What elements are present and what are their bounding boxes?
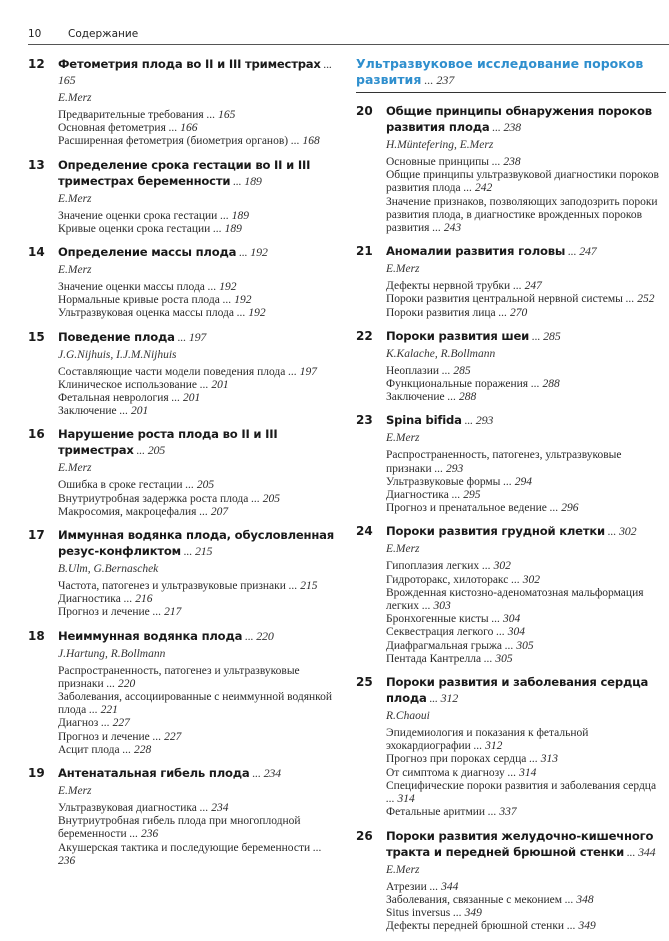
subsection-item[interactable] [386, 489, 666, 502]
subsection-list [386, 280, 666, 320]
subsection-page-number: ... 349 [564, 920, 596, 933]
subsection-page-number: ... 344 [426, 880, 459, 893]
chapter-entry[interactable] [356, 412, 666, 515]
subsection-page-number: ... 192 [219, 294, 252, 307]
subsection-page-number: ... 302 [479, 560, 511, 573]
toc-left-column [28, 56, 338, 876]
subsection-title: Фетальная неврология [58, 392, 169, 405]
subsection-item[interactable] [386, 560, 666, 573]
subsection-page-number: ... 285 [439, 364, 471, 377]
subsection-title: Атрезии [386, 880, 427, 893]
chapter-title[interactable]: Аномалии развития головы ... 247 [386, 244, 597, 259]
subsection-item[interactable] [386, 196, 666, 236]
subsection-title: Гидроторакс, хилоторакс [386, 573, 509, 586]
chapter-title[interactable]: Антенатальная гибель плода ... 234 [58, 766, 281, 781]
chapter-number: 25 [356, 675, 373, 690]
subsection-item[interactable] [58, 665, 338, 691]
subsection-item[interactable] [386, 753, 666, 766]
subsection-page-number: ... 295 [448, 489, 481, 502]
subsection-item[interactable] [386, 378, 666, 391]
subsection-list [58, 665, 338, 757]
chapter-number: 15 [28, 329, 45, 344]
chapter-number: 22 [356, 328, 373, 343]
subsection-title: Фетальные аритмии [386, 806, 486, 819]
subsection-title: Диагностика [386, 489, 449, 502]
subsection-item[interactable] [58, 294, 338, 307]
subsection-title: От симптома к диагнозу [386, 766, 505, 779]
chapter-page-number: ... 197 [174, 329, 207, 344]
page-header [28, 28, 669, 45]
subsection-page-number: ... 201 [168, 392, 201, 405]
subsection-page-number: ... 303 [419, 600, 451, 613]
chapter-number: 18 [28, 628, 45, 643]
chapter-entry[interactable] [28, 56, 338, 149]
chapter-entry[interactable] [356, 328, 666, 405]
subsection-list [58, 802, 338, 868]
chapter-page-number: ... 344 [624, 844, 656, 859]
subsection-item[interactable] [58, 744, 338, 757]
subsection-page-number: ... 270 [495, 306, 528, 319]
chapter-title[interactable]: Определение срока гестации во II и III триместрах беременности ... 189 [58, 157, 311, 188]
chapter-page-number: ... 192 [236, 245, 268, 260]
chapter-author: E.Merz [58, 92, 92, 104]
subsection-title: Составляющие части модели поведения плода [58, 365, 286, 378]
subsection-page-number: ... 288 [528, 378, 560, 391]
subsection-page-number: ... 215 [285, 580, 318, 593]
subsection-item[interactable] [386, 806, 666, 819]
chapter-entry[interactable] [28, 244, 338, 321]
subsection-title: Внутриутробная задержка роста плода [58, 492, 249, 505]
subsection-item[interactable] [386, 653, 666, 666]
subsection-item[interactable] [58, 731, 338, 744]
chapter-title[interactable]: Пороки развития и заболевания сердца плода ... 312 [386, 675, 649, 706]
subsection-item[interactable] [386, 502, 666, 515]
chapter-entry[interactable] [356, 103, 666, 235]
chapter-number: 20 [356, 104, 373, 118]
subsection-page-number: ... 227 [149, 730, 182, 743]
subsection-list [58, 580, 338, 620]
subsection-page-number: ... 207 [196, 505, 229, 518]
chapter-entry[interactable] [28, 426, 338, 519]
subsection-item[interactable] [58, 580, 338, 593]
subsection-item[interactable] [58, 506, 338, 519]
subsection-page-number: ... 236 [58, 841, 322, 867]
subsection-title: Прогноз и пренатальное ведение [386, 502, 547, 515]
subsection-item[interactable] [386, 365, 666, 378]
section-heading-text: Ультразвуковое исследование пороков развития [356, 56, 644, 87]
subsection-item[interactable] [386, 613, 666, 626]
chapter-entry[interactable] [28, 157, 338, 236]
subsection-title: Основная фетометрия [58, 122, 166, 135]
subsection-title: Диагностика [58, 593, 121, 606]
subsection-title: Ультразвуковая диагностика [58, 802, 197, 815]
subsection-item[interactable] [58, 606, 338, 619]
subsection-page-number: ... 192 [233, 307, 266, 320]
subsection-page-number: ... 228 [119, 743, 152, 756]
subsection-item[interactable] [58, 210, 338, 223]
chapter-author: E.Merz [386, 432, 420, 445]
subsection-page-number: ... 312 [470, 740, 503, 753]
subsection-title: Значение признаков, позволяющих заподозрить пороки развития плода, в диагностике врожденных пороков развития [386, 195, 658, 235]
running-title: Содержание [68, 28, 139, 40]
subsection-title: Нормальные кривые роста плода [58, 294, 220, 307]
subsection-page-number: ... 314 [504, 766, 537, 779]
subsection-item[interactable] [58, 366, 338, 379]
subsection-title: Частота, патогенез и ультразвуковые признаки [58, 580, 286, 593]
subsection-page-number: ... 337 [485, 806, 517, 819]
subsection-page-number: ... 236 [126, 828, 159, 841]
subsection-title: Диафрагмальная грыжа [386, 639, 503, 652]
subsection-title: Ультразвуковая оценка массы плода [58, 307, 234, 320]
subsection-page-number: ... 168 [288, 135, 320, 148]
subsection-title: Предварительные требования [58, 109, 204, 121]
chapter-page-number: ... 189 [230, 173, 262, 188]
subsection-title: Распространенность, патогенез и ультразвуковые признаки [58, 664, 300, 690]
subsection-title: Врожденная кистозно-аденоматозная мальформация легких [386, 586, 644, 613]
subsection-page-number: ... 243 [429, 222, 462, 235]
subsection-item[interactable] [386, 476, 666, 489]
subsection-page-number: ... 216 [120, 593, 153, 606]
subsection-title: Внутриутробная гибель плода при многоплодной беременности [58, 815, 301, 841]
chapter-page-number: ... 165 [58, 57, 332, 87]
subsection-item[interactable] [58, 379, 338, 392]
subsection-title: Значение оценки срока гестации [58, 209, 218, 222]
subsection-title: Пентада Кантрелла [386, 652, 482, 665]
chapter-number: 12 [28, 57, 45, 71]
chapter-title[interactable]: Пороки развития желудочно-кишечного тракта и передней брюшной стенки ... 344 [386, 828, 656, 859]
subsection-item[interactable] [386, 391, 666, 404]
subsection-item[interactable] [386, 767, 666, 780]
subsection-list [58, 210, 338, 236]
chapter-author: J.G.Nijhuis, I.J.M.Nijhuis [58, 348, 177, 361]
subsection-item[interactable] [386, 907, 666, 920]
chapter-title[interactable]: Фетометрия плода во II и III триместрах ... 165 [58, 57, 332, 87]
subsection-item[interactable] [386, 280, 666, 293]
subsection-page-number: ... 189 [217, 209, 249, 222]
subsection-item[interactable] [58, 717, 338, 730]
chapter-author: H.Müntefering, E.Merz [386, 139, 494, 151]
subsection-page-number: ... 304 [488, 613, 521, 626]
subsection-page-number: ... 197 [285, 365, 317, 378]
chapter-author: E.Merz [386, 263, 420, 276]
subsection-title: Пороки развития лица [386, 306, 496, 319]
subsection-page-number: ... 234 [196, 802, 229, 815]
toc-right-column [356, 56, 666, 941]
chapter-entry[interactable] [356, 243, 666, 320]
subsection-title: Прогноз и лечение [58, 606, 150, 619]
chapter-number: 24 [356, 524, 373, 539]
chapter-entry[interactable] [28, 628, 338, 757]
subsection-item[interactable] [58, 122, 338, 135]
subsection-title: Заключение [58, 405, 117, 418]
page-number: 10 [28, 28, 42, 40]
subsection-page-number: ... 220 [103, 677, 136, 690]
subsection-page-number: ... 348 [562, 893, 594, 906]
subsection-item[interactable] [58, 135, 338, 148]
subsection-list [386, 560, 666, 666]
subsection-page-number: ... 252 [622, 293, 655, 306]
subsection-page-number: ... 205 [182, 479, 215, 492]
chapter-page-number: ... 215 [180, 544, 213, 559]
subsection-page-number: ... 305 [481, 652, 513, 665]
chapter-number: 26 [356, 828, 373, 843]
chapter-page-number: ... 293 [461, 413, 494, 428]
subsection-title: Асцит плода [58, 743, 120, 756]
subsection-title: Заболевания, ассоциированные с неиммунной водянкой плода [58, 691, 333, 717]
subsection-title: Заболевания, связанные с меконием [386, 893, 563, 906]
chapter-page-number: ... 205 [133, 443, 166, 458]
subsection-title: Гипоплазия легких [386, 560, 480, 573]
subsection-item[interactable] [386, 881, 666, 894]
subsection-page-number: ... 294 [500, 475, 533, 488]
subsection-item[interactable] [386, 920, 666, 933]
chapter-page-number: ... 247 [565, 244, 597, 259]
chapter-number: 16 [28, 427, 45, 442]
subsection-title: Ошибка в сроке гестации [58, 479, 183, 492]
subsection-item[interactable] [386, 626, 666, 639]
subsection-item[interactable] [386, 307, 666, 320]
subsection-page-number: ... 201 [116, 405, 149, 418]
chapter-author: K.Kalache, R.Bollmann [386, 347, 496, 360]
subsection-title: Заключение [386, 391, 445, 404]
subsection-page-number: ... 242 [460, 182, 493, 195]
subsection-page-number: ... 304 [493, 626, 525, 639]
chapter-number: 21 [356, 244, 373, 259]
subsection-title: Основные принципы [386, 156, 490, 168]
subsection-page-number: ... 165 [203, 109, 236, 121]
subsection-item[interactable] [386, 156, 666, 169]
subsection-item[interactable] [58, 815, 338, 841]
subsection-item[interactable] [386, 894, 666, 907]
subsection-title: Situs inversus [386, 906, 451, 919]
chapter-author: E.Merz [386, 863, 420, 876]
subsection-title: Эпидемиология и показания к фетальной эхокардиографии [386, 727, 589, 753]
chapter-title[interactable]: Общие принципы обнаружения пороков развития плода ... 238 [386, 104, 652, 134]
subsection-title: Диагноз [58, 717, 99, 730]
subsection-title: Ультразвуковые формы [386, 475, 501, 488]
subsection-title: Расширенная фетометрия (биометрия органов) [58, 135, 289, 148]
subsection-list [58, 109, 338, 149]
subsection-title: Общие принципы ультразвуковой диагностики пороков развития плода [386, 169, 659, 195]
subsection-item[interactable] [58, 493, 338, 506]
subsection-item[interactable] [58, 223, 338, 236]
subsection-page-number: ... 238 [489, 156, 521, 168]
chapter-title[interactable]: Пороки развития грудной клетки ... 302 [386, 524, 637, 539]
subsection-list [386, 156, 666, 235]
section-page-number: ... 237 [421, 73, 455, 87]
chapter-author: E.Merz [386, 543, 420, 556]
subsection-item[interactable] [386, 727, 666, 753]
subsection-title: Функциональные поражения [386, 378, 529, 391]
subsection-item[interactable] [58, 842, 338, 868]
subsection-page-number: ... 314 [386, 793, 415, 806]
chapter-number: 14 [28, 245, 45, 260]
subsection-page-number: ... 166 [165, 122, 198, 135]
subsection-item[interactable] [58, 281, 338, 294]
subsection-list [386, 727, 666, 819]
subsection-list [386, 449, 666, 515]
subsection-title: Прогноз при пороках сердца [386, 753, 527, 766]
subsection-page-number: ... 221 [86, 704, 118, 717]
chapter-entry[interactable] [356, 523, 666, 666]
chapter-entry[interactable] [356, 674, 666, 819]
chapter-author: E.Merz [58, 264, 92, 277]
subsection-title: Акушерская тактика и последующие беременности [58, 841, 311, 854]
subsection-list [58, 479, 338, 519]
subsection-item[interactable] [58, 392, 338, 405]
chapter-page-number: ... 302 [604, 524, 637, 539]
chapter-entry[interactable] [28, 765, 338, 868]
chapter-title[interactable]: Поведение плода ... 197 [58, 329, 207, 344]
subsection-title: Неоплазии [386, 364, 440, 377]
subsection-title: Прогноз и лечение [58, 730, 150, 743]
subsection-item[interactable] [386, 780, 666, 806]
chapter-title[interactable]: Определение массы плода ... 192 [58, 245, 268, 260]
chapter-page-number: ... 312 [426, 691, 459, 706]
chapter-entry[interactable] [28, 329, 338, 419]
chapter-author: J.Hartung, R.Bollmann [58, 647, 166, 660]
subsection-title: Значение оценки массы плода [58, 281, 205, 294]
subsection-title: Дефекты нервной трубки [386, 280, 511, 293]
subsection-title: Дефекты передней брюшной стенки [386, 920, 565, 933]
subsection-title: Кривые оценки срока гестации [58, 222, 211, 235]
chapter-page-number: ... 285 [529, 328, 561, 343]
subsection-item[interactable] [386, 449, 666, 475]
subsection-page-number: ... 217 [149, 606, 182, 619]
chapter-entry[interactable] [28, 527, 338, 620]
chapter-author: R.Chaoui [386, 710, 430, 723]
subsection-title: Секвестрация легкого [386, 626, 494, 639]
subsection-page-number: ... 192 [204, 281, 237, 294]
subsection-title: Макросомия, макроцефалия [58, 505, 197, 518]
subsection-page-number: ... 247 [510, 280, 542, 293]
chapter-title[interactable]: Нарушение роста плода во II и III триместрах ... 205 [58, 427, 278, 458]
subsection-title: Клиническое использование [58, 378, 198, 391]
chapter-title[interactable]: Пороки развития шеи ... 285 [386, 328, 561, 343]
subsection-title: Распространенность, патогенез, ультразвуковые признаки [386, 449, 622, 475]
chapter-title[interactable]: Иммунная водянка плода, обусловленная резус-конфликтом ... 215 [58, 528, 335, 559]
chapter-author: E.Merz [58, 785, 92, 798]
chapter-author: E.Merz [58, 462, 92, 475]
subsection-item[interactable] [58, 405, 338, 418]
subsection-item[interactable] [58, 109, 338, 122]
section-heading[interactable] [356, 56, 666, 93]
chapter-number: 19 [28, 766, 45, 781]
chapter-page-number: ... 220 [242, 628, 274, 643]
subsection-page-number: ... 288 [444, 391, 477, 404]
subsection-title: Бронхогенные кисты [386, 613, 489, 626]
chapter-author: E.Merz [58, 192, 92, 205]
chapter-author: B.Ulm, G.Bernaschek [58, 563, 159, 576]
subsection-item[interactable] [58, 691, 338, 717]
subsection-title: Пороки развития центральной нервной системы [386, 293, 623, 306]
subsection-page-number: ... 305 [502, 639, 534, 652]
subsection-page-number: ... 313 [526, 753, 559, 766]
subsection-item[interactable] [386, 169, 666, 195]
subsection-page-number: ... 302 [508, 573, 540, 586]
subsection-item[interactable] [58, 479, 338, 492]
chapter-number: 13 [28, 157, 45, 172]
chapter-page-number: ... 238 [489, 120, 521, 134]
chapter-number: 23 [356, 413, 373, 428]
subsection-page-number: ... 189 [210, 222, 242, 235]
subsection-item[interactable] [386, 574, 666, 587]
subsection-page-number: ... 349 [450, 906, 482, 919]
subsection-item[interactable] [386, 587, 666, 613]
subsection-page-number: ... 296 [546, 502, 579, 515]
chapter-page-number: ... 234 [249, 766, 281, 781]
chapter-number: 17 [28, 528, 45, 543]
chapter-title[interactable]: Неиммунная водянка плода ... 220 [58, 628, 274, 643]
subsection-page-number: ... 205 [248, 492, 280, 505]
right-chapters [356, 103, 666, 933]
subsection-list [58, 281, 338, 321]
subsection-title: Специфические пороки развития и заболевания сердца [386, 779, 657, 792]
subsection-item[interactable] [58, 593, 338, 606]
subsection-list [386, 365, 666, 405]
subsection-list [386, 881, 666, 934]
subsection-item[interactable] [58, 307, 338, 320]
subsection-list [58, 366, 338, 419]
chapter-title[interactable]: Spina bifida ... 293 [386, 413, 494, 428]
subsection-item[interactable] [58, 802, 338, 815]
chapter-entry[interactable] [356, 828, 666, 934]
subsection-page-number: ... 227 [98, 717, 130, 730]
subsection-item[interactable] [386, 293, 666, 306]
subsection-page-number: ... 201 [197, 378, 229, 391]
subsection-page-number: ... 293 [431, 462, 464, 475]
subsection-item[interactable] [386, 640, 666, 653]
